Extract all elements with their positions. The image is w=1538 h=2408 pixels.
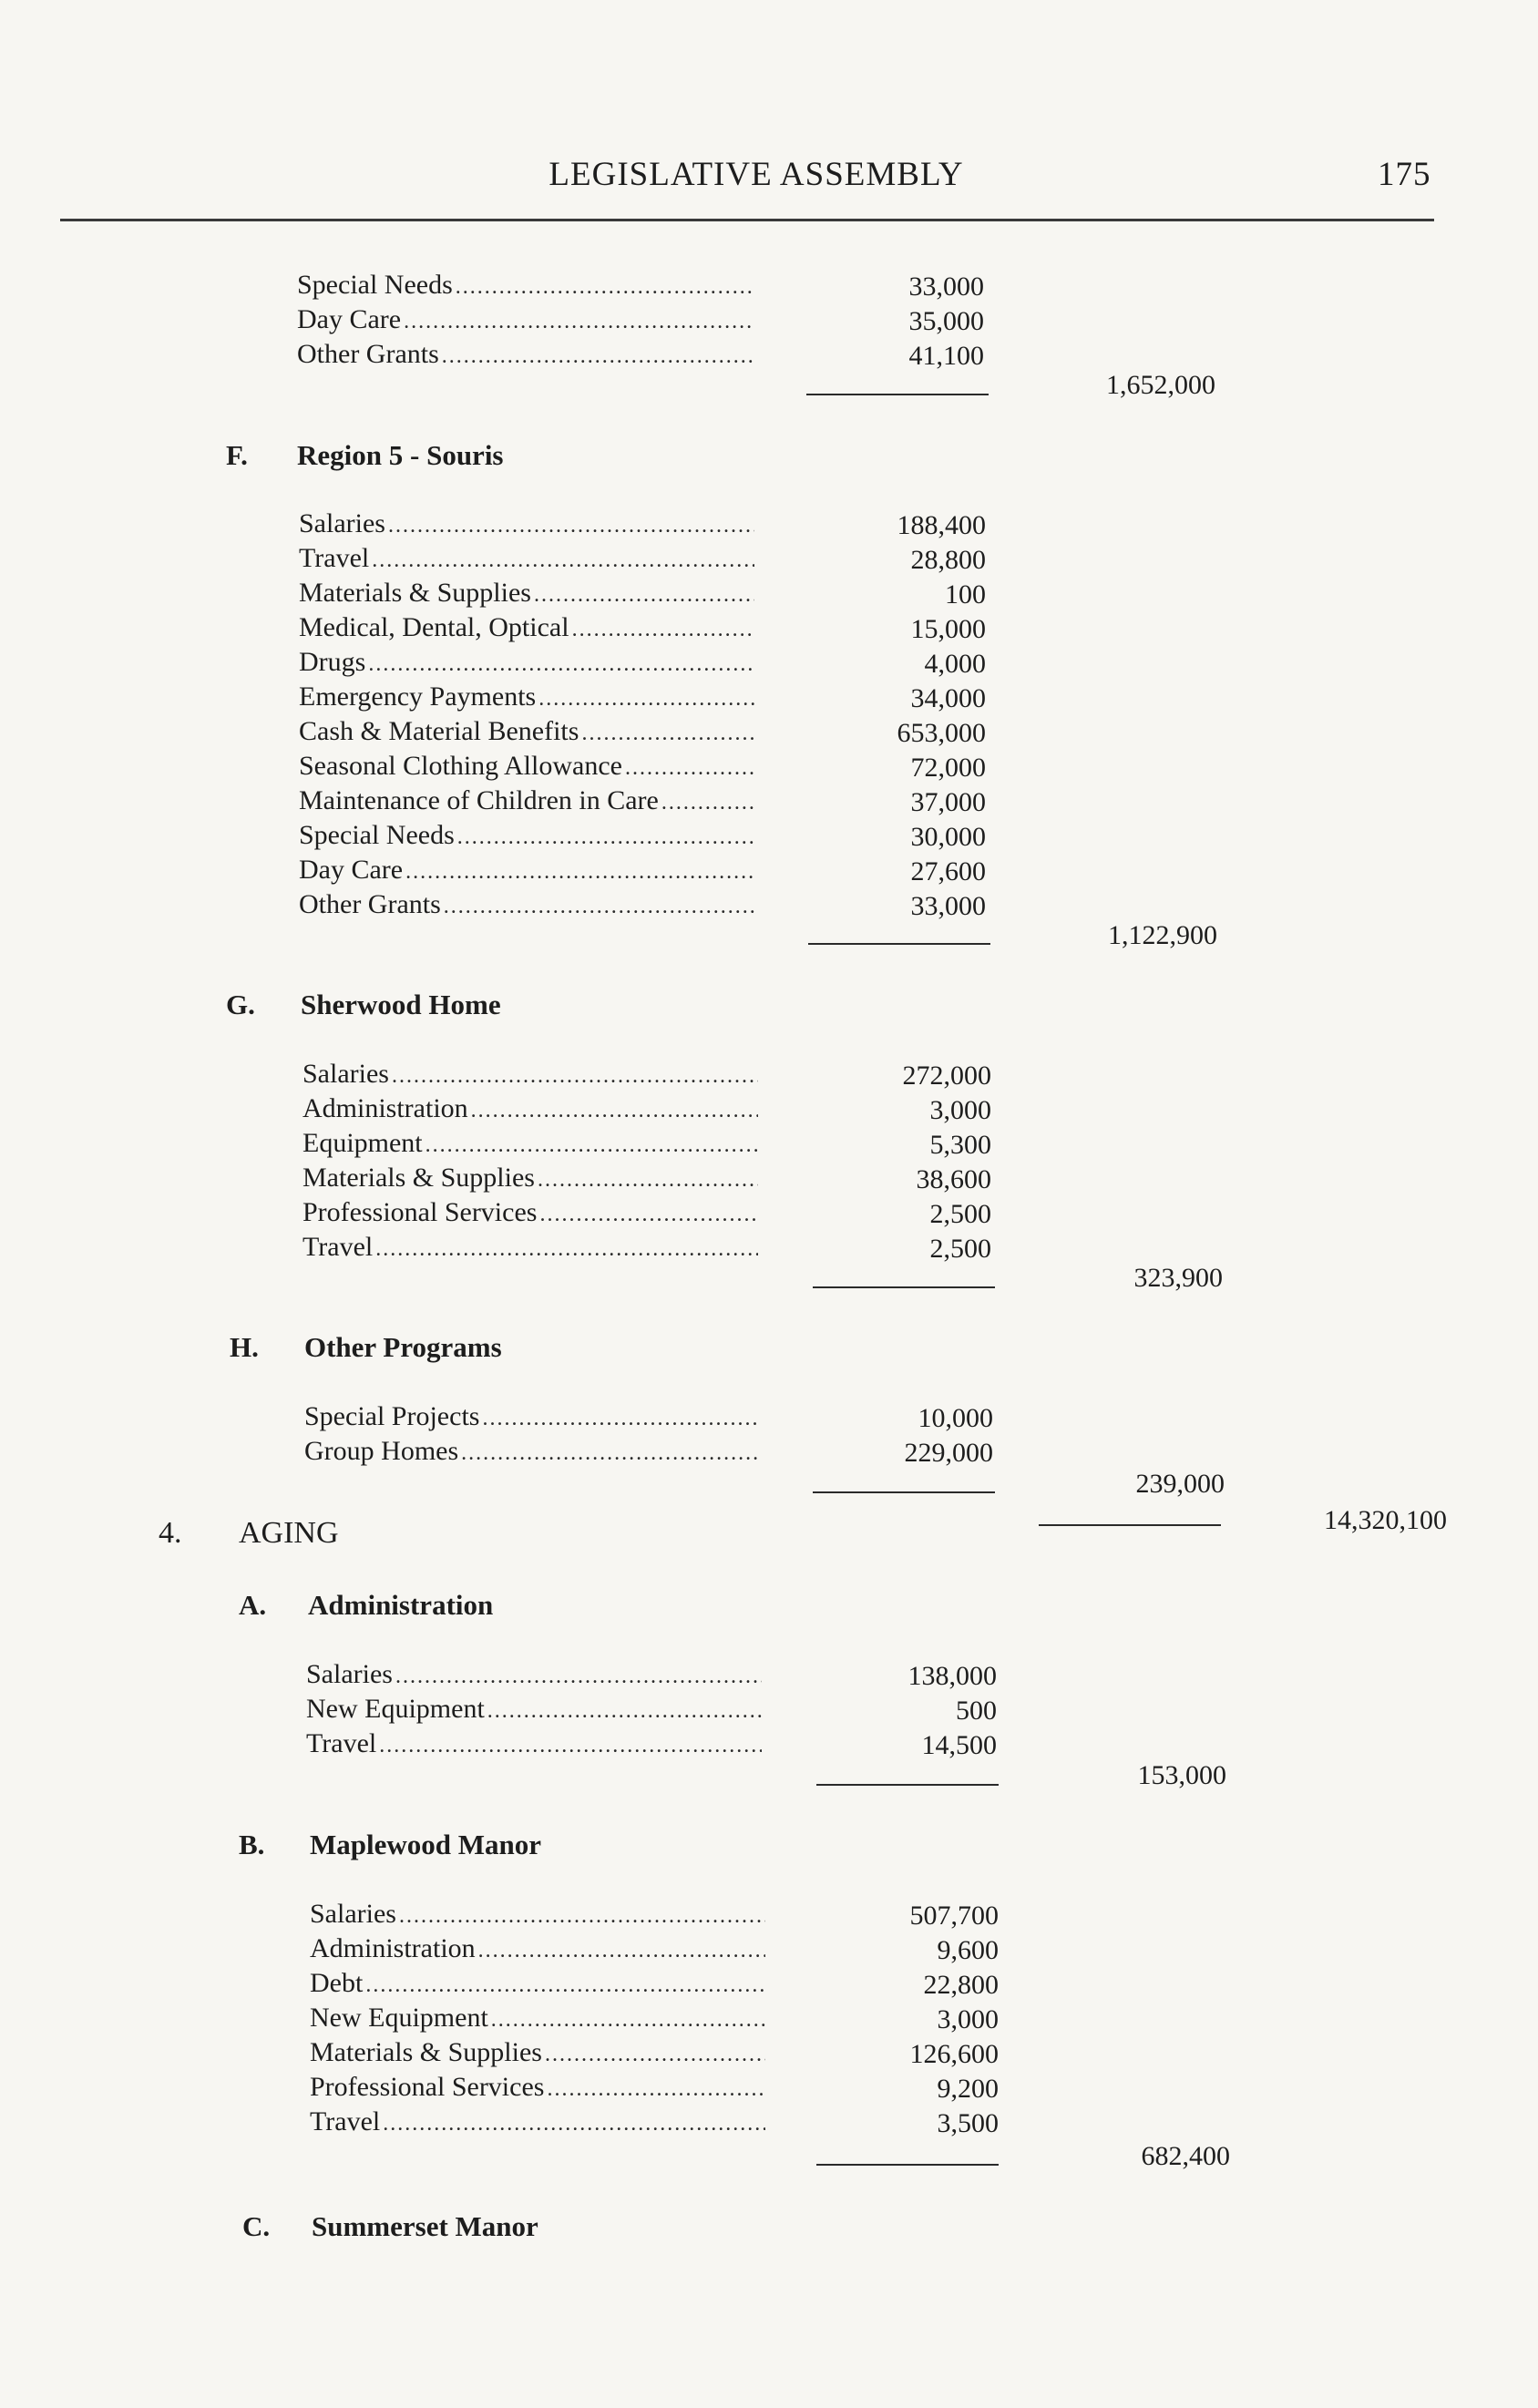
dot-leader [471, 1099, 758, 1123]
dot-leader [392, 1064, 758, 1089]
page-number: 175 [1378, 156, 1431, 193]
subtotal-rule [813, 1286, 995, 1288]
line-item-amount: 3,000 [929, 1095, 991, 1125]
dot-leader [625, 756, 754, 781]
dot-leader [545, 2043, 765, 2067]
line-item-amount: 22,800 [923, 1970, 999, 2000]
section-title: Summerset Manor [312, 2210, 538, 2242]
section-title: Maplewood Manor [310, 1829, 542, 1860]
line-item-amount: 3,000 [937, 2004, 999, 2034]
dot-leader [487, 1699, 762, 1724]
line-item-label: Professional Services [302, 1197, 538, 1227]
line-item-label: Administration [310, 1933, 476, 1963]
line-item [297, 304, 753, 339]
line-item-label: Emergency Payments [299, 681, 537, 712]
line-item-amount: 100 [945, 579, 986, 610]
line-item-amount: 37,000 [910, 787, 986, 817]
subtotal-rule [816, 1784, 999, 1786]
section-title: Sherwood Home [301, 989, 501, 1020]
line-item-label: Travel [310, 2106, 381, 2136]
line-item-label: Day Care [297, 304, 402, 334]
line-item-amount: 272,000 [902, 1061, 991, 1091]
line-item-amount: 33,000 [910, 891, 986, 921]
section-title: Region 5 - Souris [297, 439, 504, 471]
line-item-amount: 14,500 [921, 1730, 997, 1760]
line-item-amount: 507,700 [909, 1901, 999, 1931]
dot-leader [388, 514, 754, 538]
line-item-amount: 2,500 [929, 1199, 991, 1229]
line-item-label: Day Care [299, 855, 404, 885]
section-subtotal: 323,900 [1133, 1263, 1223, 1293]
line-item [299, 716, 754, 751]
line-item [302, 1232, 758, 1266]
line-item [302, 1128, 758, 1163]
dot-leader [539, 1203, 758, 1227]
dot-leader [581, 722, 754, 746]
line-item-amount: 30,000 [910, 822, 986, 852]
line-item-amount: 3,500 [937, 2108, 999, 2138]
dot-leader [404, 310, 753, 334]
line-item-amount: 500 [956, 1696, 997, 1726]
dot-leader [461, 1441, 760, 1466]
section-total: 14,320,100 [1324, 1505, 1447, 1535]
dot-leader [444, 895, 754, 919]
dot-leader [442, 344, 753, 369]
line-item-label: Equipment [302, 1128, 423, 1158]
line-item-label: Drugs [299, 647, 366, 677]
line-item-label: Special Projects [304, 1401, 480, 1431]
section-letter: C. [242, 2210, 271, 2242]
line-item-label: Salaries [310, 1899, 396, 1929]
dot-leader [405, 860, 754, 885]
line-item-amount: 9,600 [937, 1935, 999, 1965]
line-item-amount: 33,000 [908, 272, 984, 302]
line-item [299, 785, 754, 820]
line-item-amount: 9,200 [937, 2074, 999, 2104]
dot-leader [547, 2077, 765, 2102]
line-item-label: Professional Services [310, 2072, 545, 2102]
section-subtotal: 1,652,000 [1106, 370, 1215, 400]
section-title: Other Programs [304, 1331, 502, 1363]
line-item-amount: 41,100 [908, 341, 984, 371]
dot-leader [375, 1237, 758, 1262]
dot-leader [372, 548, 754, 573]
line-item [299, 543, 754, 578]
line-item-label: New Equipment [310, 2003, 488, 2033]
line-item-amount: 138,000 [907, 1661, 997, 1691]
major-section-number: 4. [159, 1516, 182, 1550]
line-item [302, 1163, 758, 1197]
line-item-amount: 15,000 [910, 614, 986, 644]
line-item [310, 1968, 765, 2003]
line-item-label: Cash & Material Benefits [299, 716, 579, 746]
line-item-label: Materials & Supplies [302, 1163, 535, 1193]
line-item [306, 1659, 762, 1694]
dot-leader [399, 1904, 765, 1929]
header-rule [60, 219, 1434, 221]
line-item [299, 508, 754, 543]
line-item [306, 1728, 762, 1763]
line-item-label: Materials & Supplies [299, 578, 531, 608]
dot-leader [572, 618, 754, 642]
line-item-label: Other Grants [299, 889, 441, 919]
section-subtotal: 1,122,900 [1108, 920, 1217, 950]
line-item-amount: 2,500 [929, 1234, 991, 1264]
line-item-amount: 229,000 [904, 1438, 993, 1468]
line-item-label: Other Grants [297, 339, 439, 369]
section-subtotal: 239,000 [1135, 1469, 1225, 1499]
line-item-label: Travel [299, 543, 370, 573]
line-item-label: Materials & Supplies [310, 2037, 542, 2067]
dot-leader [478, 1939, 765, 1963]
line-item [299, 681, 754, 716]
dot-leader [534, 583, 754, 608]
dot-leader [538, 1168, 758, 1193]
line-item [297, 339, 753, 374]
section-subtotal: 682,400 [1141, 2141, 1230, 2171]
line-item [310, 1899, 765, 1933]
line-item [310, 2003, 765, 2037]
section-letter: F. [226, 439, 248, 471]
line-item [299, 612, 754, 647]
line-item-amount: 35,000 [908, 306, 984, 336]
line-item-label: Group Homes [304, 1436, 459, 1466]
line-item [299, 820, 754, 855]
dot-leader [482, 1407, 760, 1431]
dot-leader [661, 791, 754, 815]
line-item-label: Travel [302, 1232, 374, 1262]
dot-leader [491, 2008, 765, 2033]
line-item-label: Seasonal Clothing Allowance [299, 751, 622, 781]
line-item [304, 1401, 760, 1436]
line-item-label: New Equipment [306, 1694, 485, 1724]
line-item-amount: 28,800 [910, 545, 986, 575]
line-item-amount: 34,000 [910, 683, 986, 713]
line-item [299, 578, 754, 612]
line-item-label: Administration [302, 1093, 468, 1123]
page-title: LEGISLATIVE ASSEMBLY [549, 156, 964, 193]
line-item-amount: 72,000 [910, 753, 986, 783]
line-item [304, 1436, 760, 1470]
line-item-amount: 653,000 [897, 718, 986, 748]
subtotal-rule [806, 394, 989, 395]
line-item [297, 270, 753, 304]
major-section-title: AGING [239, 1516, 339, 1550]
line-item-label: Debt [310, 1968, 364, 1998]
section-title: Administration [308, 1589, 494, 1621]
line-item-label: Travel [306, 1728, 377, 1758]
dot-leader [538, 687, 754, 712]
line-item [302, 1197, 758, 1232]
dot-leader [368, 652, 754, 677]
section-letter: G. [226, 989, 255, 1020]
line-item-label: Salaries [299, 508, 385, 538]
line-item-label: Salaries [302, 1059, 389, 1089]
line-item-amount: 10,000 [918, 1403, 993, 1433]
line-item-label: Salaries [306, 1659, 393, 1689]
total-rule [1039, 1524, 1221, 1526]
line-item-label: Special Needs [299, 820, 455, 850]
line-item [302, 1093, 758, 1128]
line-item [299, 751, 754, 785]
dot-leader [379, 1734, 762, 1758]
dot-leader [365, 1973, 765, 1998]
dot-leader [383, 2112, 765, 2136]
section-letter: H. [230, 1331, 259, 1363]
line-item-label: Special Needs [297, 270, 453, 300]
line-item [299, 889, 754, 924]
line-item [310, 2037, 765, 2072]
dot-leader [395, 1665, 762, 1689]
line-item-amount: 38,600 [916, 1164, 991, 1194]
section-subtotal: 153,000 [1137, 1760, 1226, 1790]
line-item [306, 1694, 762, 1728]
line-item-amount: 4,000 [924, 649, 986, 679]
line-item [299, 647, 754, 681]
subtotal-rule [808, 943, 990, 945]
subtotal-rule [813, 1491, 995, 1493]
line-item-amount: 27,600 [910, 856, 986, 886]
line-item [299, 855, 754, 889]
section-letter: B. [239, 1829, 265, 1860]
line-item-amount: 188,400 [897, 510, 986, 540]
line-item [302, 1059, 758, 1093]
dot-leader [456, 275, 753, 300]
subtotal-rule [816, 2164, 999, 2166]
line-item [310, 1933, 765, 1968]
dot-leader [457, 825, 754, 850]
line-item-amount: 5,300 [929, 1130, 991, 1160]
line-item-label: Maintenance of Children in Care [299, 785, 659, 815]
line-item-label: Medical, Dental, Optical [299, 612, 569, 642]
section-letter: A. [239, 1589, 267, 1621]
dot-leader [426, 1133, 758, 1158]
line-item-amount: 126,600 [909, 2039, 999, 2069]
line-item [310, 2072, 765, 2106]
line-item [310, 2106, 765, 2141]
